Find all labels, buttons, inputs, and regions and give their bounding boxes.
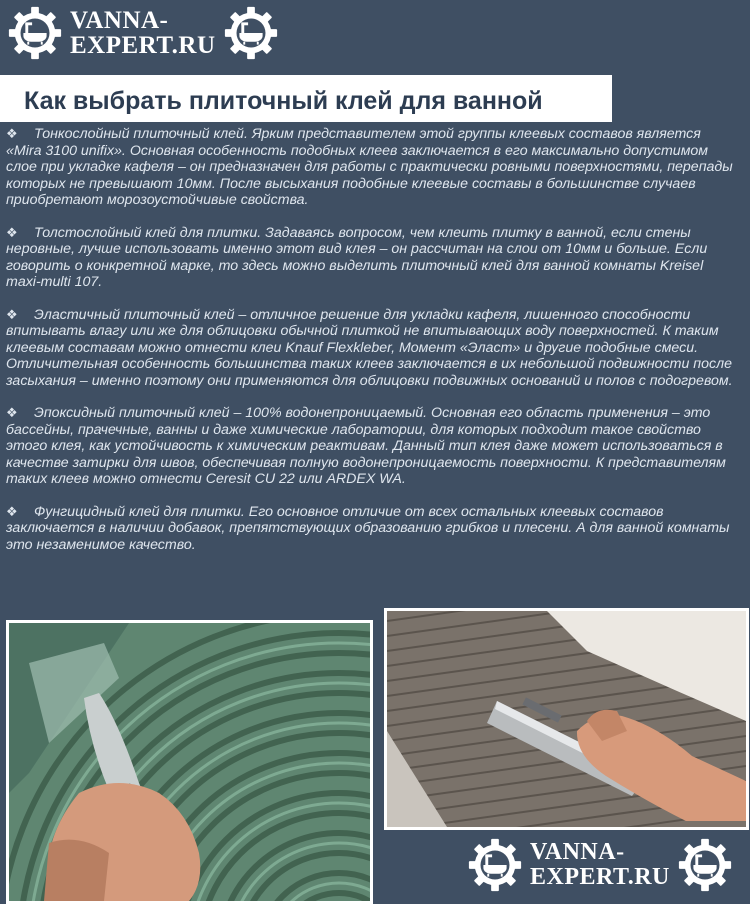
bathtub-gear-icon	[222, 4, 280, 62]
bullet-diamond-icon: ❖	[6, 503, 18, 519]
page-title: Как выбрать плиточный клей для ванной	[24, 87, 543, 115]
paragraph-text: Толстослойный клей для плитки. Задаваясь вопросом, чем клеить плитку в ванной, если стены неровные, лучше использовать именно этот вид клея – он рассчитан на слои от 10мм и больше. Если говорить о конкретной марке, то здесь можно выделить плиточный клей для ванной комнаты Kreisel maxi-multi 107.	[6, 224, 708, 290]
paragraph	[6, 126, 734, 209]
bathtub-gear-icon	[676, 836, 734, 894]
bullet-diamond-icon: ❖	[6, 405, 18, 420]
paragraph	[6, 225, 734, 291]
bullet-diamond-icon: ❖	[6, 126, 18, 141]
site-logo[interactable]	[6, 4, 280, 62]
paragraph-text: Эпоксидный плиточный клей – 100% водонепроницаемый. Основная его область применения – это бассейны, прачечные, ванны и даже химические лаборатории, для которых подходит такое свойство этого клея, как устойчивость к химическим реактивам. Данный тип клея даже может использоваться в качестве затирки для швов, обеспечивая полную водонепроницаемость поверхности. К представителям таких клеев можно отнести Ceresit CU 22 или ARDEX WA.	[6, 405, 726, 487]
title-banner	[0, 75, 612, 122]
photo-grey-adhesive-tile	[384, 608, 749, 830]
paragraph	[6, 307, 734, 390]
paragraph-text: Эластичный плиточный клей – отличное решение для укладки кафеля, лишенного способности впитывать влагу или же для облицовки обычной плиткой не впитывающих воду поверхностей. К таким клеевым составам можно отнести клеи Knauf Flexkleber, Момент «Эласт» и другие подобные смеси. Отличительная особенность большинства таких клеев заключается в их небольшой подвижности после засыхания – именно поэтому они применяются для облицовки подвижных оснований и полов с подогревом.	[6, 306, 733, 389]
paragraph	[6, 504, 734, 554]
logo-line2: EXPERT.RU	[530, 864, 670, 890]
grey-adhesive-illustration	[387, 611, 746, 827]
paragraph-text: Тонкослойный плиточный клей. Ярким представителем этой группы клеевых составов является «Mira 3100 unifix». Основная особенность подобных клеев заключается в его максимально допустимом слое при укладке кафеля – он предназначен для работы с практически ровными поверхностями, перепады которых не превышают 10мм. После высыхания подобные клеевые составы в большинстве случаев приобретают морозоустойчивые свойства.	[6, 126, 733, 208]
bathtub-gear-icon	[466, 836, 524, 894]
bullet-diamond-icon: ❖	[6, 224, 18, 240]
paragraph	[6, 405, 734, 488]
logo-line1: VANNA-	[70, 7, 169, 34]
photo-green-adhesive-trowel	[6, 620, 373, 904]
bullet-diamond-icon: ❖	[6, 306, 18, 322]
article-body	[6, 126, 734, 569]
bathtub-gear-icon	[6, 4, 64, 62]
logo-text	[70, 8, 216, 58]
paragraph-text: Фунгицидный клей для плитки. Его основное отличие от всех остальных клеевых составов заключается в наличии добавок, препятствующих образованию грибков и плесени. А для ванной комнаты это незаменимое качество.	[6, 503, 730, 553]
logo-line1: VANNA-	[530, 839, 625, 865]
logo-text	[530, 840, 670, 890]
green-adhesive-illustration	[9, 623, 370, 901]
logo-line2: EXPERT.RU	[70, 32, 216, 59]
site-logo[interactable]	[466, 836, 734, 894]
